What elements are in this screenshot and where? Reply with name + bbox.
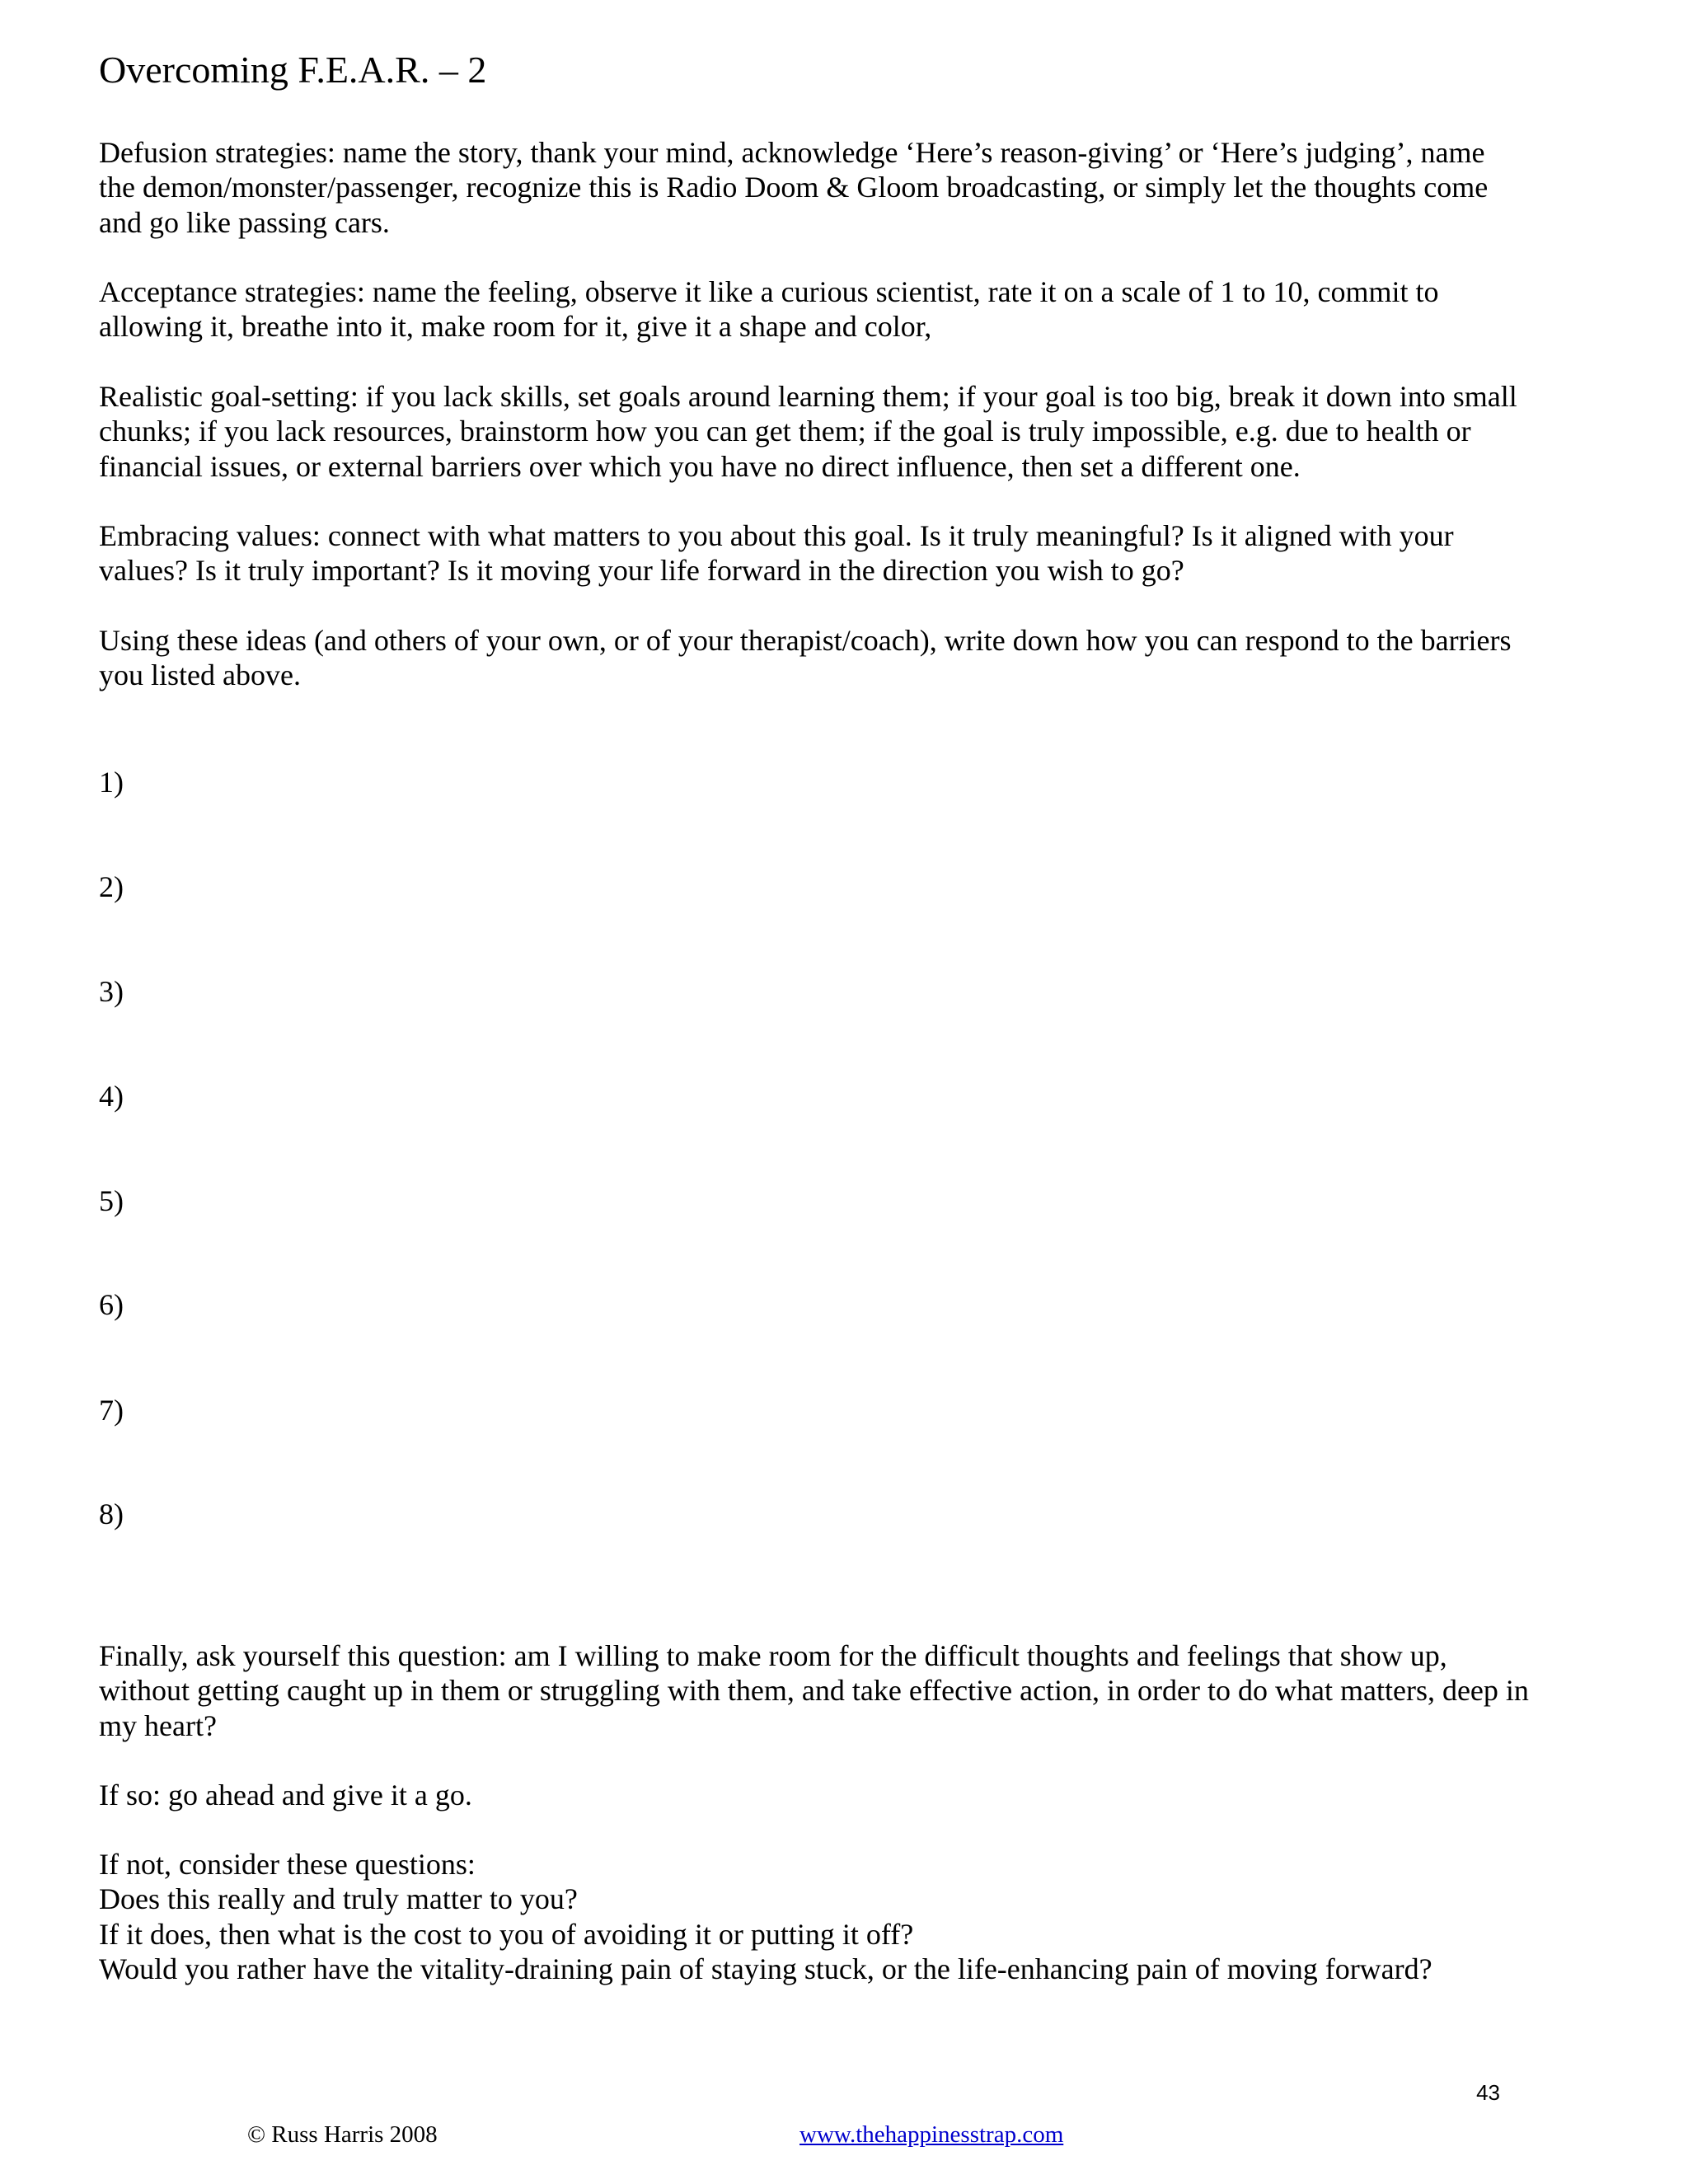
paragraph-line: Does this really and truly matter to you? bbox=[99, 1882, 578, 1916]
list-item: 7) bbox=[99, 1394, 124, 1427]
paragraph-line: values? Is it truly important? Is it moving your life forward in the direction you wish to go? bbox=[99, 554, 1184, 588]
paragraph-line: my heart? bbox=[99, 1708, 217, 1742]
paragraph-line: Defusion strategies: name the story, thank your mind, acknowledge ‘Here’s reason-giving’ or ‘Here’s judging’, name bbox=[99, 136, 1485, 169]
paragraph-line: without getting caught up in them or struggling with them, and take effective action, in order to do what matters, deep in bbox=[99, 1674, 1529, 1708]
if-so-paragraph bbox=[99, 1778, 1566, 1812]
paragraph-line: you listed above. bbox=[99, 658, 301, 692]
paragraph-line: If not, consider these questions: bbox=[99, 1848, 476, 1881]
paragraph-line: the demon/monster/passenger, recognize this is Radio Doom & Gloom broadcasting, or simply let the thoughts come bbox=[99, 171, 1489, 204]
footer-copyright: © Russ Harris 2008 bbox=[247, 2121, 438, 2148]
page-number: 43 bbox=[1476, 2080, 1500, 2105]
list-item: 6) bbox=[99, 1288, 124, 1321]
if-not-paragraph bbox=[99, 1847, 1566, 1986]
paragraph-line: chunks; if you lack resources, brainstorm how you can get them; if the goal is truly impossible, e.g. due to health or bbox=[99, 415, 1471, 448]
list-item: 4) bbox=[99, 1080, 124, 1113]
paragraph-line: financial issues, or external barriers over which you have no direct influence, then set a different one. bbox=[99, 449, 1301, 483]
paragraph-line: and go like passing cars. bbox=[99, 205, 390, 239]
paragraph-line: Using these ideas (and others of your own, or of your therapist/coach), write down how you can respond to the barriers bbox=[99, 624, 1512, 657]
paragraph-line: If so: go ahead and give it a go. bbox=[99, 1779, 472, 1811]
list-item: 8) bbox=[99, 1497, 124, 1530]
defusion-paragraph bbox=[99, 135, 1566, 240]
paragraph-line: Finally, ask yourself this question: am I willing to make room for the difficult thoughts and feelings that show up, bbox=[99, 1639, 1447, 1672]
paragraph-line: Acceptance strategies: name the feeling, observe it like a curious scientist, rate it on a scale of 1 to 10, commit to bbox=[99, 275, 1439, 308]
footer-website-link[interactable]: www.thehappinesstrap.com bbox=[799, 2121, 1064, 2148]
page-title: Overcoming F.E.A.R. – 2 bbox=[99, 49, 487, 91]
values-paragraph bbox=[99, 518, 1566, 588]
paragraph-line: Embracing values: connect with what matters to you about this goal. Is it truly meaningful? Is it aligned with your bbox=[99, 519, 1454, 552]
list-item: 2) bbox=[99, 870, 124, 903]
paragraph-line: Realistic goal-setting: if you lack skills, set goals around learning them; if your goal is too big, break it down into small bbox=[99, 380, 1517, 413]
paragraph-line: If it does, then what is the cost to you of avoiding it or putting it off? bbox=[99, 1917, 914, 1951]
goal-setting-paragraph bbox=[99, 379, 1566, 484]
paragraph-line: Would you rather have the vitality-draining pain of staying stuck, or the life-enhancing pain of moving forward? bbox=[99, 1952, 1432, 1985]
closing-question-paragraph bbox=[99, 1638, 1566, 1743]
list-item: 3) bbox=[99, 975, 124, 1008]
list-item: 1) bbox=[99, 766, 124, 799]
acceptance-paragraph bbox=[99, 274, 1566, 344]
paragraph-line: allowing it, breathe into it, make room for it, give it a shape and color, bbox=[99, 310, 932, 344]
instructions-paragraph bbox=[99, 623, 1566, 693]
list-item: 5) bbox=[99, 1184, 124, 1217]
